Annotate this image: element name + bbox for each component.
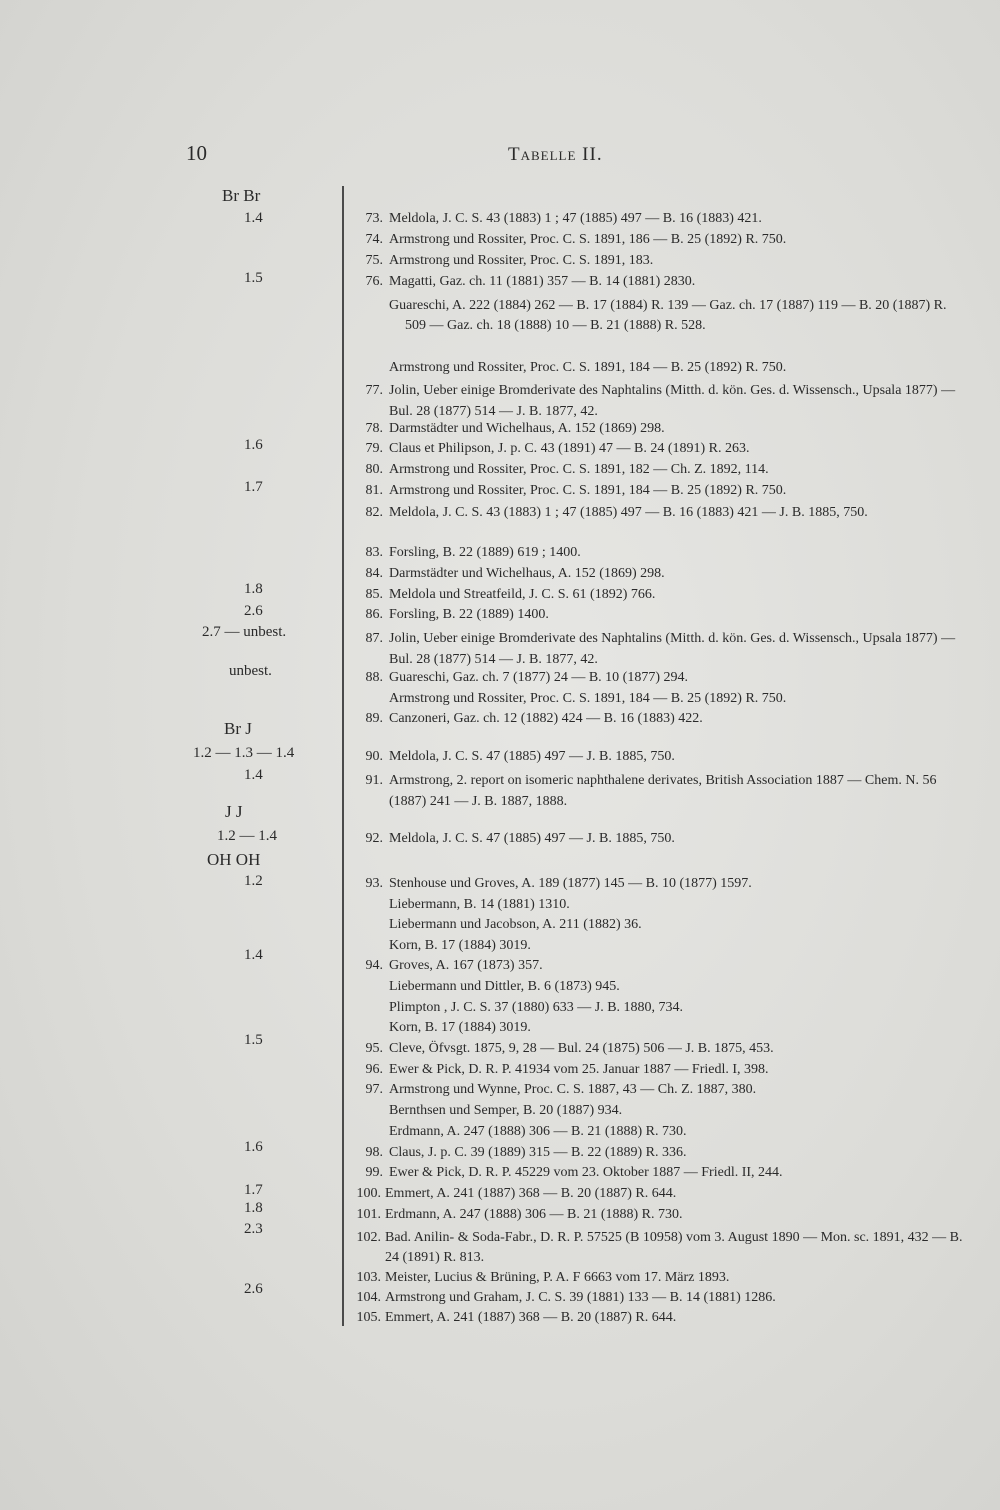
list-item: 83. Forsling, B. 22 (1889) 619 ; 1400. [365,545,581,560]
left-label: Br Br [222,186,261,205]
left-label: Br J [224,719,252,738]
list-item: 76. Magatti, Gaz. ch. 11 (1881) 357 — B. 14 (1881) 2830. [365,274,696,289]
left-label: 1.7 [244,1182,263,1198]
list-item: Guareschi, A. 222 (1884) 262 — B. 17 (1884) R. 139 — Gaz. ch. 17 (1887) 119 — B. 20 (1887) R. 509 — Gaz. ch. 18 (1888) 10 — B. 21 (1888) R. 528. [389,298,947,333]
list-item: 103. Meister, Lucius & Brüning, P. A. F 6663 vom 17. März 1893. [356,1270,730,1285]
list-item: 101. Erdmann, A. 247 (1888) 306 — B. 21 (1888) R. 730. [356,1207,683,1222]
page-title: Tabelle II. [508,144,603,165]
list-item: 86. Forsling, B. 22 (1889) 1400. [365,607,549,622]
list-item: 78. Darmstädter und Wichelhaus, A. 152 (1869) 298. [365,421,665,436]
left-label: 1.4 [244,947,263,963]
left-label: 1.5 [244,270,263,286]
list-item: 82. Meldola, J. C. S. 43 (1883) 1 ; 47 (1885) 497 — B. 16 (1883) 421 — J. B. 1885, 750. [365,505,868,520]
list-item: Korn, B. 17 (1884) 3019. [389,1020,531,1035]
left-label: 1.2 [244,873,263,889]
list-item: 80. Armstrong und Rossiter, Proc. C. S. 1891, 182 — Ch. Z. 1892, 114. [365,462,769,477]
list-item: 74. Armstrong und Rossiter, Proc. C. S. 1891, 186 — B. 25 (1892) R. 750. [365,232,787,247]
list-item: Plimpton , J. C. S. 37 (1880) 633 — J. B. 1880, 734. [389,1000,684,1015]
list-item: 98. Claus, J. p. C. 39 (1889) 315 — B. 22 (1889) R. 336. [365,1145,687,1160]
list-item: 79. Claus et Philipson, J. p. C. 43 (1891) 47 — B. 24 (1891) R. 263. [365,441,750,456]
list-item: Bernthsen und Semper, B. 20 (1887) 934. [389,1103,623,1118]
left-label: 1.7 [244,479,263,495]
left-label: 1.6 [244,437,263,453]
list-item: 87. Jolin, Ueber einige Bromderivate des Naphtalins (Mitth. d. kön. Ges. d. Wissensch., Upsala 1877) — Bul. 28 (1877) 514 — J. B. 1877, 42. [365,631,956,667]
list-item: Korn, B. 17 (1884) 3019. [389,938,531,953]
left-label: 1.4 [244,210,263,226]
list-item: 91. Armstrong, 2. report on isomeric naphthalene derivates, British Association 1887 — Chem. N. 56 (1887) 241 — J. B. 1887, 1888. [365,773,937,809]
list-item: 104. Armstrong und Graham, J. C. S. 39 (1881) 133 — B. 14 (1881) 1286. [356,1290,776,1305]
list-item: Liebermann, B. 14 (1881) 1310. [389,897,570,912]
list-item: Armstrong und Rossiter, Proc. C. S. 1891, 184 — B. 25 (1892) R. 750. [389,691,787,706]
list-item: 100. Emmert, A. 241 (1887) 368 — B. 20 (1887) R. 644. [356,1186,677,1201]
left-label: unbest. [229,663,272,679]
list-item: 90. Meldola, J. C. S. 47 (1885) 497 — J. B. 1885, 750. [365,749,675,764]
list-item: 81. Armstrong und Rossiter, Proc. C. S. 1891, 184 — B. 25 (1892) R. 750. [365,483,787,498]
list-item: 75. Armstrong und Rossiter, Proc. C. S. 1891, 183. [365,253,654,268]
list-item: 92. Meldola, J. C. S. 47 (1885) 497 — J. B. 1885, 750. [365,831,675,846]
page-number: 10 [186,141,207,165]
left-label: 2.6 [244,1281,263,1297]
left-label: 1.4 [244,767,263,783]
list-item: 102. Bad. Anilin- & Soda-Fabr., D. R. P. 57525 (B 10958) vom 3. August 1890 — Mon. sc. 1891, 432 — B. 24 (1891) R. 813. [356,1230,963,1265]
list-item: 95. Cleve, Öfvsgt. 1875, 9, 28 — Bul. 24 (1875) 506 — J. B. 1875, 453. [365,1041,774,1056]
list-item: 96. Ewer & Pick, D. R. P. 41934 vom 25. Januar 1887 — Friedl. I, 398. [365,1062,769,1077]
list-item: Armstrong und Rossiter, Proc. C. S. 1891, 184 — B. 25 (1892) R. 750. [389,360,787,375]
list-item: 73. Meldola, J. C. S. 43 (1883) 1 ; 47 (1885) 497 — B. 16 (1883) 421. [365,211,762,226]
list-item: Liebermann und Jacobson, A. 211 (1882) 36. [389,917,642,932]
list-item: 77. Jolin, Ueber einige Bromderivate des Naphtalins (Mitth. d. kön. Ges. d. Wissensch., Upsala 1877) — Bul. 28 (1877) 514 — J. B. 1877, 42. [365,383,956,419]
list-item: 94. Groves, A. 167 (1873) 357. [365,958,543,973]
left-label: 1.2 — 1.4 [217,828,277,844]
left-label: 1.8 [244,1200,263,1216]
left-label: 1.6 [244,1139,263,1155]
left-label: 2.7 — unbest. [202,624,287,640]
list-item: 85. Meldola und Streatfeild, J. C. S. 61 (1892) 766. [365,587,656,602]
left-label: J J [225,802,243,821]
left-label: 1.2 — 1.3 — 1.4 [193,745,295,761]
list-item: 93. Stenhouse und Groves, A. 189 (1877) 145 — B. 10 (1877) 1597. [365,876,752,891]
list-item: 89. Canzoneri, Gaz. ch. 12 (1882) 424 — B. 16 (1883) 422. [365,711,703,726]
list-item: 84. Darmstädter und Wichelhaus, A. 152 (1869) 298. [365,566,665,581]
list-item: Erdmann, A. 247 (1888) 306 — B. 21 (1888) R. 730. [389,1124,687,1139]
left-label: 1.8 [244,581,263,597]
left-label: 2.3 [244,1221,263,1237]
left-label: 2.6 [244,603,263,619]
list-item: 88. Guareschi, Gaz. ch. 7 (1877) 24 — B. 10 (1877) 294. [365,670,688,685]
list-item: 97. Armstrong und Wynne, Proc. C. S. 1887, 43 — Ch. Z. 1887, 380. [365,1082,757,1097]
left-label: 1.5 [244,1032,263,1048]
list-item: Liebermann und Dittler, B. 6 (1873) 945. [389,979,620,994]
list-item: 105. Emmert, A. 241 (1887) 368 — B. 20 (1887) R. 644. [356,1310,677,1325]
column-divider [342,186,344,1326]
list-item: 99. Ewer & Pick, D. R. P. 45229 vom 23. Oktober 1887 — Friedl. II, 244. [365,1165,783,1180]
left-label: OH OH [207,850,261,869]
